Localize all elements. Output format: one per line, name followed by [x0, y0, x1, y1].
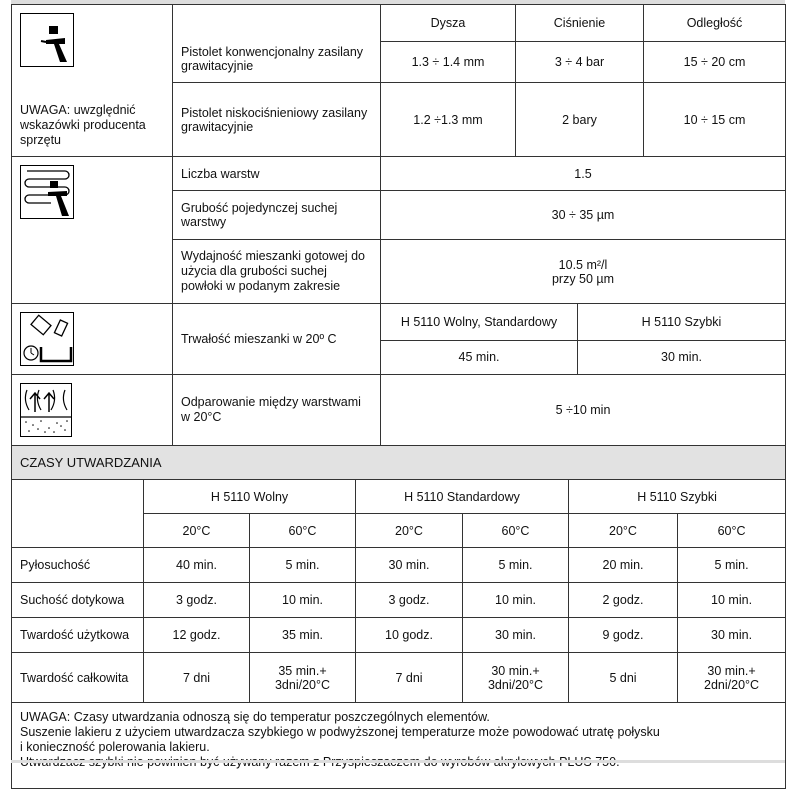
temp-header: 20°C: [356, 514, 463, 548]
flash-off-label: Odparowanie między warstwami w 20°C: [173, 375, 381, 446]
pressure-value: 3 ÷ 4 bar: [516, 42, 644, 83]
curing-notes: [12, 703, 786, 789]
layer-count-label: Liczba warstw: [173, 157, 381, 191]
curing-value: 30 min.: [356, 548, 463, 583]
curing-value: 3 godz.: [144, 583, 250, 618]
header-nozzle: Dysza: [381, 5, 516, 42]
potlife-value-slow-standard: 45 min.: [381, 340, 578, 375]
yield-value-1: 10.5 m²/l: [558, 257, 608, 272]
curing-value: 10 godz.: [356, 618, 463, 653]
spray-gun-cell: [12, 5, 173, 157]
curing-value: 7 dni: [356, 653, 463, 703]
curing-row: [12, 618, 786, 653]
note-line: i konieczność polerowania lakieru.: [20, 740, 210, 754]
equipment-note: UWAGA: uwzględnić wskazówki producenta sprzętu: [20, 103, 146, 147]
low-pressure-gun-label: Pistolet niskociśnieniowy zasilany grawitacyjnie: [173, 83, 381, 157]
curing-value: 12 godz.: [144, 618, 250, 653]
empty-corner: [12, 480, 144, 548]
layers-icon-cell: [12, 157, 173, 304]
distance-value: 10 ÷ 15 cm: [644, 83, 786, 157]
curing-row-label: Twardość użytkowa: [12, 618, 144, 653]
thickness-value: 30 ÷ 35 µm: [381, 191, 786, 240]
group-standard: H 5110 Standardowy: [356, 480, 569, 514]
nozzle-value: 1.3 ÷ 1.4 mm: [381, 42, 516, 83]
curing-row-label: Suchość dotykowa: [12, 583, 144, 618]
curing-value: 3 godz.: [356, 583, 463, 618]
thickness-label: Grubość pojedynczej suchej warstwy: [173, 191, 381, 240]
conventional-gun-label: Pistolet konwencjonalny zasilany grawitacyjnie: [173, 5, 381, 83]
flash-icon-cell: [12, 375, 173, 446]
curing-row: [12, 653, 786, 703]
curing-value: 35 min.+ 3dni/20°C: [250, 653, 356, 703]
group-slow: H 5110 Wolny: [144, 480, 356, 514]
flash-off-value: 5 ÷10 min: [381, 375, 786, 446]
curing-value: 7 dni: [144, 653, 250, 703]
potlife-header-fast: H 5110 Szybki: [578, 304, 786, 341]
potlife-label: Trwałość mieszanki w 20º C: [173, 304, 381, 375]
curing-value: 10 min.: [250, 583, 356, 618]
curing-value: 9 godz.: [569, 618, 678, 653]
note-line: Suszenie lakieru z użyciem utwardzacza szybkiego w podwyższonej temperaturze może powodować utratę połysku: [20, 725, 660, 739]
curing-row: [12, 548, 786, 583]
curing-value: 30 min.+ 3dni/20°C: [463, 653, 569, 703]
potlife-table: [11, 303, 786, 446]
nozzle-value: 1.2 ÷1.3 mm: [381, 83, 516, 157]
layer-count-value: 1.5: [381, 157, 786, 191]
curing-value: 30 min.+ 2dni/20°C: [678, 653, 786, 703]
curing-value: 35 min.: [250, 618, 356, 653]
temp-header: 60°C: [463, 514, 569, 548]
curing-value: 20 min.: [569, 548, 678, 583]
curing-value: 5 min.: [678, 548, 786, 583]
curing-row: [12, 583, 786, 618]
curing-value: 10 min.: [463, 583, 569, 618]
temp-header: 20°C: [569, 514, 678, 548]
curing-value: 30 min.: [678, 618, 786, 653]
spray-gun-icon: [20, 13, 74, 67]
note-line: UWAGA: Czasy utwardzania odnoszą się do temperatur poszczególnych elementów.: [20, 710, 490, 724]
header-distance: Odległość: [644, 5, 786, 42]
curing-row-label: Twardość całkowita: [12, 653, 144, 703]
application-table: [11, 4, 786, 304]
technical-data-sheet: [11, 4, 785, 789]
curing-row-label: Pyłosuchość: [12, 548, 144, 583]
curing-table: [11, 445, 786, 789]
temp-header: 60°C: [678, 514, 786, 548]
group-fast: H 5110 Szybki: [569, 480, 786, 514]
curing-value: 5 min.: [463, 548, 569, 583]
pot-life-icon: [20, 312, 74, 366]
curing-value: 10 min.: [678, 583, 786, 618]
potlife-icon-cell: [12, 304, 173, 375]
potlife-value-fast: 30 min.: [578, 340, 786, 375]
yield-value: [381, 240, 786, 304]
curing-value: 2 godz.: [569, 583, 678, 618]
evaporation-icon: [20, 383, 72, 437]
curing-section-title: CZASY UTWARDZANIA: [12, 446, 786, 480]
curing-value: 5 min.: [250, 548, 356, 583]
potlife-header-slow-standard: H 5110 Wolny, Standardowy: [381, 304, 578, 341]
temp-header: 20°C: [144, 514, 250, 548]
header-pressure: Ciśnienie: [516, 5, 644, 42]
temp-header: 60°C: [250, 514, 356, 548]
curing-value: 40 min.: [144, 548, 250, 583]
pressure-value: 2 bary: [516, 83, 644, 157]
curing-value: 5 dni: [569, 653, 678, 703]
spray-layers-icon: [20, 165, 74, 219]
curing-value: 30 min.: [463, 618, 569, 653]
yield-label: Wydajność mieszanki gotowej do użycia dla grubości suchej powłoki w podanym zakresie: [173, 240, 381, 304]
yield-value-2: przy 50 µm: [551, 271, 615, 286]
distance-value: 15 ÷ 20 cm: [644, 42, 786, 83]
